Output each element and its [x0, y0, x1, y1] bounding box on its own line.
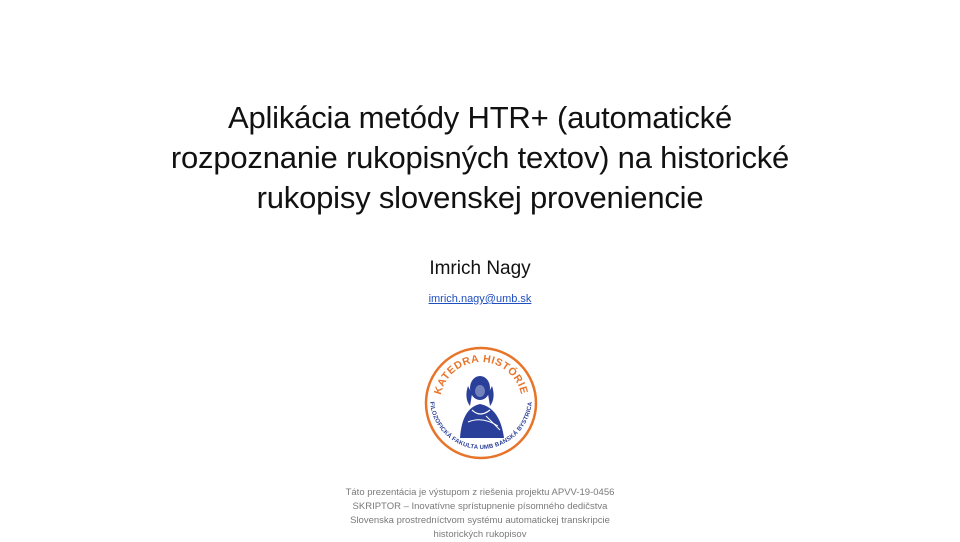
title-line: rukopisy slovenskej proveniencie	[256, 180, 704, 215]
author-name: Imrich Nagy	[429, 258, 531, 279]
footnote-line: historických rukopisov	[433, 529, 527, 540]
email-link[interactable]: imrich.nagy@umb.sk	[428, 293, 532, 305]
email-container	[0, 293, 960, 305]
project-footnote	[250, 486, 710, 542]
logo-top-text: KATEDRA HISTÓRIE	[431, 352, 531, 396]
title-line: rozpoznanie rukopisných textov) na historické	[170, 140, 790, 175]
footnote-line: SKRIPTOR – Inovatívne sprístupnenie písomného dedičstva	[352, 501, 608, 512]
logo-ring-text: FILOZOFICKÁ FAKULTA UMB BANSKÁ BYSTRICA	[428, 401, 534, 452]
footnote-line: Táto prezentácia je výstupom z riešenia projektu APVV-19-0456	[345, 487, 615, 498]
footnote-line: Slovenska prostredníctvom systému automatickej transkripcie	[350, 515, 610, 526]
title-line: Aplikácia metódy HTR+ (automatické	[227, 100, 733, 135]
slide-title	[100, 98, 860, 218]
department-logo	[424, 346, 538, 460]
